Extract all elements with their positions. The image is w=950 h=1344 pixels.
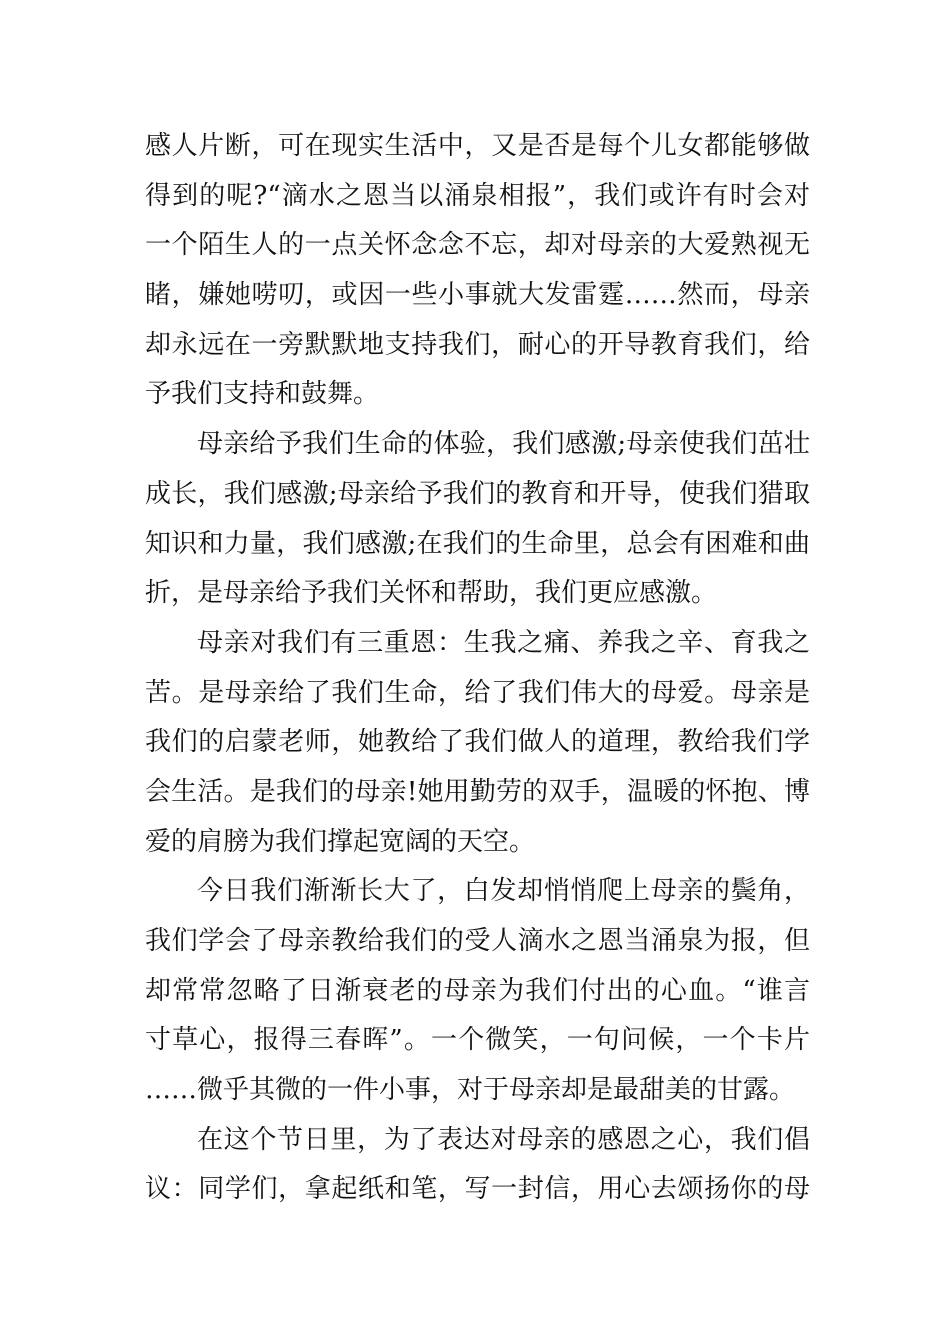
text-line: 爱的肩膀为我们撑起宽阔的天空。 (145, 826, 536, 857)
text-line: 我们的启蒙老师，她教给了我们做人的道理，教给我们学 (145, 727, 810, 758)
text-line: 得到的呢?“滴水之恩当以涌泉相报”，我们或许有时会对 (145, 180, 810, 211)
paragraph (145, 1116, 810, 1215)
text-line: 成长，我们感激;母亲给予我们的教育和开导，使我们猎取 (145, 478, 810, 509)
text-line: 折，是母亲给予我们关怀和帮助，我们更应感激。 (145, 578, 718, 609)
text-line: 知识和力量，我们感激;在我们的生命里，总会有困难和曲 (145, 528, 810, 559)
text-line: 会生活。是我们的母亲!她用勤劳的双手，温暖的怀抱、博 (145, 776, 810, 807)
text-line: 却永远在一旁默默地支持我们，耐心的开导教育我们，给 (145, 329, 810, 360)
text-line: 母亲给予我们生命的体验，我们感激;母亲使我们茁壮 (197, 429, 810, 460)
text-line: 睹，嫌她唠叨，或因一些小事就大发雷霆……然而，母亲 (145, 280, 810, 311)
text-line: 议：同学们，拿起纸和笔，写一封信，用心去颂扬你的母 (145, 1174, 810, 1205)
text-line: 母亲对我们有三重恩：生我之痛、养我之辛、育我之 (197, 627, 810, 658)
text-line: 在这个节日里，为了表达对母亲的感恩之心，我们倡 (197, 1124, 810, 1155)
text-line: 一个陌生人的一点关怀念念不忘，却对母亲的大爱熟视无 (145, 230, 810, 261)
text-line: 感人片断，可在现实生活中，又是否是每个儿女都能够做 (145, 131, 810, 161)
text-line: 却常常忽略了日渐衰老的母亲为我们付出的心血。“谁言 (145, 975, 810, 1006)
document-body (145, 122, 810, 1215)
paragraph (145, 619, 810, 867)
text-line: 苦。是母亲给了我们生命，给了我们伟大的母爱。母亲是 (145, 677, 810, 708)
text-line: 今日我们渐渐长大了，白发却悄悄爬上母亲的鬓角， (197, 876, 810, 907)
text-line: 我们学会了母亲教给我们的受人滴水之恩当涌泉为报，但 (145, 926, 810, 956)
paragraph (145, 122, 810, 420)
paragraph (145, 867, 810, 1115)
text-line: ……微乎其微的一件小事，对于母亲却是最甜美的甘露。 (145, 1075, 796, 1106)
paragraph (145, 420, 810, 619)
text-line: 寸草心，报得三春晖”。一个微笑，一句问候，一个卡片 (145, 1025, 810, 1056)
text-line: 予我们支持和鼓舞。 (145, 379, 380, 410)
